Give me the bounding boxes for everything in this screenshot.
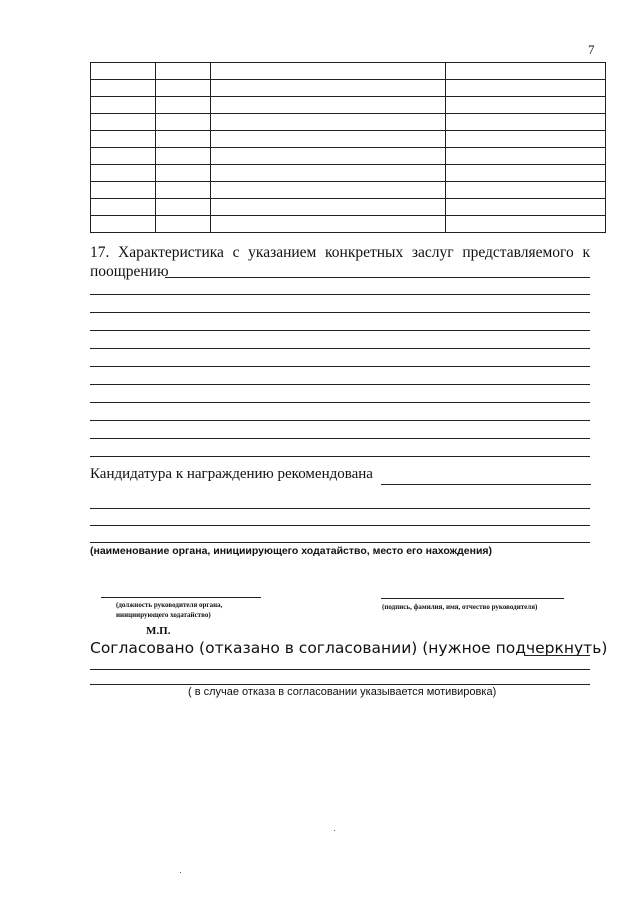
candidacy-caption: (наименование органа, инициирующего ходатайство, место его нахождения) <box>90 545 493 557</box>
scan-speck <box>334 830 335 831</box>
table-cell[interactable] <box>91 80 156 97</box>
characteristic-line[interactable] <box>90 294 590 295</box>
table-cell[interactable] <box>156 216 211 233</box>
candidacy-line[interactable] <box>90 508 590 509</box>
table-row <box>91 148 606 165</box>
table-cell[interactable] <box>446 114 606 131</box>
section-17-title: 17. Характеристика с указанием конкретных заслуг представляемого к <box>90 244 590 261</box>
table-cell[interactable] <box>156 97 211 114</box>
characteristic-line[interactable] <box>90 366 590 367</box>
signature-caption: (подпись, фамилия, имя, отчество руководителя) <box>382 603 538 611</box>
table-cell[interactable] <box>91 131 156 148</box>
approval-line[interactable] <box>90 684 590 685</box>
table-row <box>91 216 606 233</box>
characteristic-line[interactable] <box>90 312 590 313</box>
stamp-placeholder: М.П. <box>146 625 171 637</box>
scan-speck <box>180 872 181 873</box>
table-row <box>91 80 606 97</box>
table-cell[interactable] <box>156 80 211 97</box>
candidacy-line[interactable] <box>90 525 590 526</box>
fill-line[interactable] <box>165 277 590 278</box>
table-cell[interactable] <box>91 114 156 131</box>
table-row <box>91 131 606 148</box>
table-cell[interactable] <box>91 182 156 199</box>
position-caption-line2: инициирующего ходатайство) <box>116 611 211 619</box>
table-row <box>91 182 606 199</box>
approval-note: ( в случае отказа в согласовании указывается мотивировка) <box>188 686 497 698</box>
table-cell[interactable] <box>446 131 606 148</box>
characteristic-line[interactable] <box>90 456 590 457</box>
table-cell[interactable] <box>446 199 606 216</box>
table-cell[interactable] <box>446 216 606 233</box>
table-cell[interactable] <box>211 114 446 131</box>
signature-line[interactable] <box>381 598 564 599</box>
table-cell[interactable] <box>211 80 446 97</box>
table-cell[interactable] <box>91 63 156 80</box>
table-cell[interactable] <box>211 131 446 148</box>
table-cell[interactable] <box>156 199 211 216</box>
table-cell[interactable] <box>446 182 606 199</box>
position-signature-line[interactable] <box>101 597 261 598</box>
position-caption-line1: (должность руководителя органа, <box>116 601 223 609</box>
characteristic-line[interactable] <box>90 420 590 421</box>
page-number: 7 <box>588 42 595 57</box>
table-cell[interactable] <box>156 148 211 165</box>
table-cell[interactable] <box>446 97 606 114</box>
table-cell[interactable] <box>211 97 446 114</box>
table-cell[interactable] <box>156 114 211 131</box>
table-row <box>91 63 606 80</box>
table-cell[interactable] <box>211 182 446 199</box>
characteristic-line[interactable] <box>90 384 590 385</box>
table-cell[interactable] <box>156 63 211 80</box>
table-cell[interactable] <box>91 216 156 233</box>
table-cell[interactable] <box>211 165 446 182</box>
table-cell[interactable] <box>156 165 211 182</box>
table-cell[interactable] <box>91 165 156 182</box>
table-row <box>91 114 606 131</box>
characteristic-line[interactable] <box>90 348 590 349</box>
table-cell[interactable] <box>91 148 156 165</box>
table-cell[interactable] <box>156 182 211 199</box>
characteristic-line[interactable] <box>90 402 590 403</box>
table-cell[interactable] <box>211 148 446 165</box>
table-row <box>91 199 606 216</box>
characteristic-line[interactable] <box>90 438 590 439</box>
section-17-title-cont: поощрению <box>90 263 169 280</box>
table-cell[interactable] <box>211 63 446 80</box>
table-cell[interactable] <box>446 148 606 165</box>
table-cell[interactable] <box>446 63 606 80</box>
table-cell[interactable] <box>211 199 446 216</box>
data-table <box>90 62 606 233</box>
table-row <box>91 165 606 182</box>
table-cell[interactable] <box>211 216 446 233</box>
table-cell[interactable] <box>446 165 606 182</box>
table-row <box>91 97 606 114</box>
approval-line[interactable] <box>90 669 590 670</box>
candidacy-label: Кандидатура к награждению рекомендована <box>90 466 373 482</box>
approval-label: Согласовано (отказано в согласовании) (нужное подчеркнуть) <box>90 639 608 657</box>
candidacy-line[interactable] <box>90 542 590 543</box>
table-cell[interactable] <box>91 97 156 114</box>
table-cell[interactable] <box>446 80 606 97</box>
characteristic-line[interactable] <box>90 330 590 331</box>
table-cell[interactable] <box>156 131 211 148</box>
candidacy-fill-line[interactable] <box>381 484 591 485</box>
table-cell[interactable] <box>91 199 156 216</box>
approval-fill-line[interactable] <box>524 655 590 656</box>
